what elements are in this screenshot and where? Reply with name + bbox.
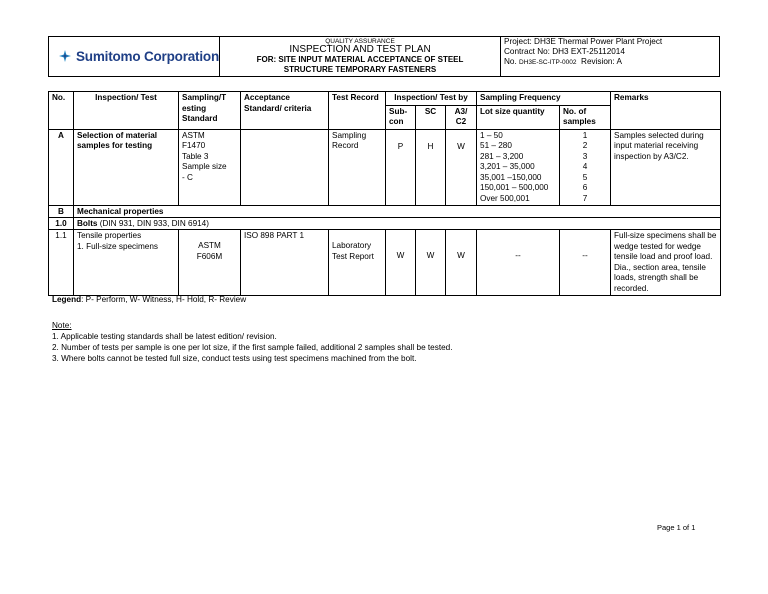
project-name: Project: DH3E Thermal Power Plant Project [504, 37, 663, 46]
row-a-record [329, 129, 386, 206]
row-11-subcon: W [386, 230, 416, 296]
legend [52, 295, 246, 304]
notes-title: Note: [52, 321, 72, 330]
lot-size-item: 281 – 3,200 [480, 151, 524, 161]
notes-section [52, 320, 452, 364]
page-number: Page 1 of 1 [657, 523, 696, 532]
row-a-no: A [49, 129, 74, 206]
col-subcon-header: Sub- con [386, 105, 416, 129]
col-sampling-standard-header: Sampling/T esting Standard [179, 92, 241, 130]
col-inspection-by-header: Inspection/ Test by [386, 92, 477, 106]
revision: Revision: A [581, 57, 622, 66]
col-sc-header: SC [416, 105, 446, 129]
lot-size-item: 1 – 50 [480, 130, 503, 140]
sample-count: 7 [582, 193, 588, 203]
row-b-label: Mechanical properties [74, 206, 721, 218]
row-a-a3c2: W [446, 129, 477, 206]
row-11-remarks: Full-size specimens shall be wedge tested for wedge tensile load and proof load. Dia., section area, tensile loads, strength shall be recorded. [611, 230, 721, 296]
sample-count: 3 [582, 151, 588, 161]
document-header [48, 36, 720, 77]
note-item: 1. Applicable testing standards shall be latest edition/ revision. [52, 332, 277, 341]
company-name: Sumitomo Corporation [76, 48, 219, 64]
row-a-inspection: Selection of material samples for testing [74, 129, 179, 206]
sample-count: 1 [582, 130, 588, 140]
row-11-samples: -- [560, 230, 611, 296]
row-a-acceptance [241, 129, 329, 206]
doc-number-line [504, 57, 719, 68]
title-cell [220, 37, 501, 77]
doc-no-label: No. [504, 57, 517, 66]
legend-text: : P- Perform, W- Witness, H- Hold, R- Review [81, 295, 247, 304]
row-a-subcon: P [386, 129, 416, 206]
sample-count: 2 [582, 141, 588, 150]
row-b-no: B [49, 206, 74, 218]
col-inspection-header: Inspection/ Test [74, 92, 179, 130]
row-11-lot: -- [477, 230, 560, 296]
table-row [49, 129, 721, 206]
row-10-no: 1.0 [49, 218, 74, 230]
row-a-standard-line: F1470 [182, 141, 206, 150]
row-11-acceptance: ISO 898 PART 1 [241, 230, 329, 296]
lot-size-item: 3,201 – 35,000 [480, 162, 535, 171]
project-cell [501, 37, 720, 77]
row-a-remarks: Samples selected during input material receiving inspection by A3/C2. [611, 129, 721, 206]
row-a-standard-line: - C [182, 172, 193, 182]
row-11-record [329, 230, 386, 296]
itp-table [48, 91, 721, 296]
legend-label: Legend [52, 295, 82, 304]
col-acceptance-header: Acceptance Standard/ criteria [241, 92, 329, 130]
col-record-header: Test Record [329, 92, 386, 130]
row-10-label: Bolts [77, 219, 98, 228]
doc-subtitle-2: STRUCTURE TEMPORARY FASTENERS [283, 64, 437, 74]
qa-label: QUALITY ASSURANCE [325, 38, 395, 45]
lot-size-item: 51 – 280 [480, 141, 512, 150]
logo-cell [49, 37, 220, 77]
row-11-inspection-line: Tensile properties [77, 231, 142, 240]
col-a3c2-header: A3/ C2 [446, 105, 477, 129]
row-11-standard [179, 230, 241, 296]
note-item: 3. Where bolts cannot be tested full size, conduct tests using test specimens machined from the bolt. [52, 354, 417, 363]
row-11-a3c2: W [446, 230, 477, 296]
row-a-samples [560, 129, 611, 206]
row-a-sc: H [416, 129, 446, 206]
contract-no: Contract No: DH3 EXT-25112014 [504, 47, 625, 56]
sumitomo-logo-icon [59, 47, 71, 65]
col-no-header: No. [49, 92, 74, 130]
lot-size-item: 35,001 –150,000 [480, 172, 542, 182]
col-remarks-header: Remarks [611, 92, 721, 130]
sample-count: 4 [582, 162, 588, 171]
lot-size-item: 150,001 – 500,000 [480, 183, 549, 192]
row-11-standard-line: F606M [196, 251, 223, 261]
sample-count: 5 [582, 172, 588, 182]
sample-count: 6 [582, 183, 588, 192]
lot-size-item: Over 500,001 [480, 193, 530, 203]
doc-number: DH3E-SC-ITP-0002 [519, 59, 577, 66]
row-11-record-line: Test Report [332, 251, 374, 261]
row-a-standard-line: Table 3 [182, 151, 209, 161]
row-a-lot-sizes [477, 129, 560, 206]
row-11-inspection [74, 230, 179, 296]
col-lot-size-header: Lot size quantity [477, 105, 560, 129]
row-11-record-line: Laboratory [332, 241, 372, 250]
note-item: 2. Number of tests per sample is one per lot size, if the first sample failed, additional 2 samples shall be tested. [52, 343, 453, 352]
company-logo [49, 37, 219, 75]
row-a-record-line: Sampling [332, 130, 367, 140]
table-row [49, 230, 721, 296]
doc-subtitle-1: FOR: SITE INPUT MATERIAL ACCEPTANCE OF STEEL [256, 55, 464, 64]
col-samples-header: No. of samples [560, 105, 611, 129]
row-11-inspection-line: 1. Full-size specimens [77, 241, 158, 251]
row-a-standard-line: Sample size [182, 162, 227, 171]
row-10-suffix: (DIN 931, DIN 933, DIN 6914) [97, 219, 209, 228]
row-11-no: 1.1 [49, 230, 74, 296]
row-a-standard-line: ASTM [182, 130, 205, 140]
row-a-standard [179, 129, 241, 206]
row-10-label-cell [74, 218, 721, 230]
table-row [49, 206, 721, 218]
col-sampling-frequency-header: Sampling Frequency [477, 92, 611, 106]
row-a-record-line: Record [332, 141, 359, 150]
row-11-standard-line: ASTM [198, 241, 221, 250]
row-11-sc: W [416, 230, 446, 296]
doc-title: INSPECTION AND TEST PLAN [289, 44, 431, 55]
header-row-1 [49, 92, 721, 106]
table-row [49, 218, 721, 230]
